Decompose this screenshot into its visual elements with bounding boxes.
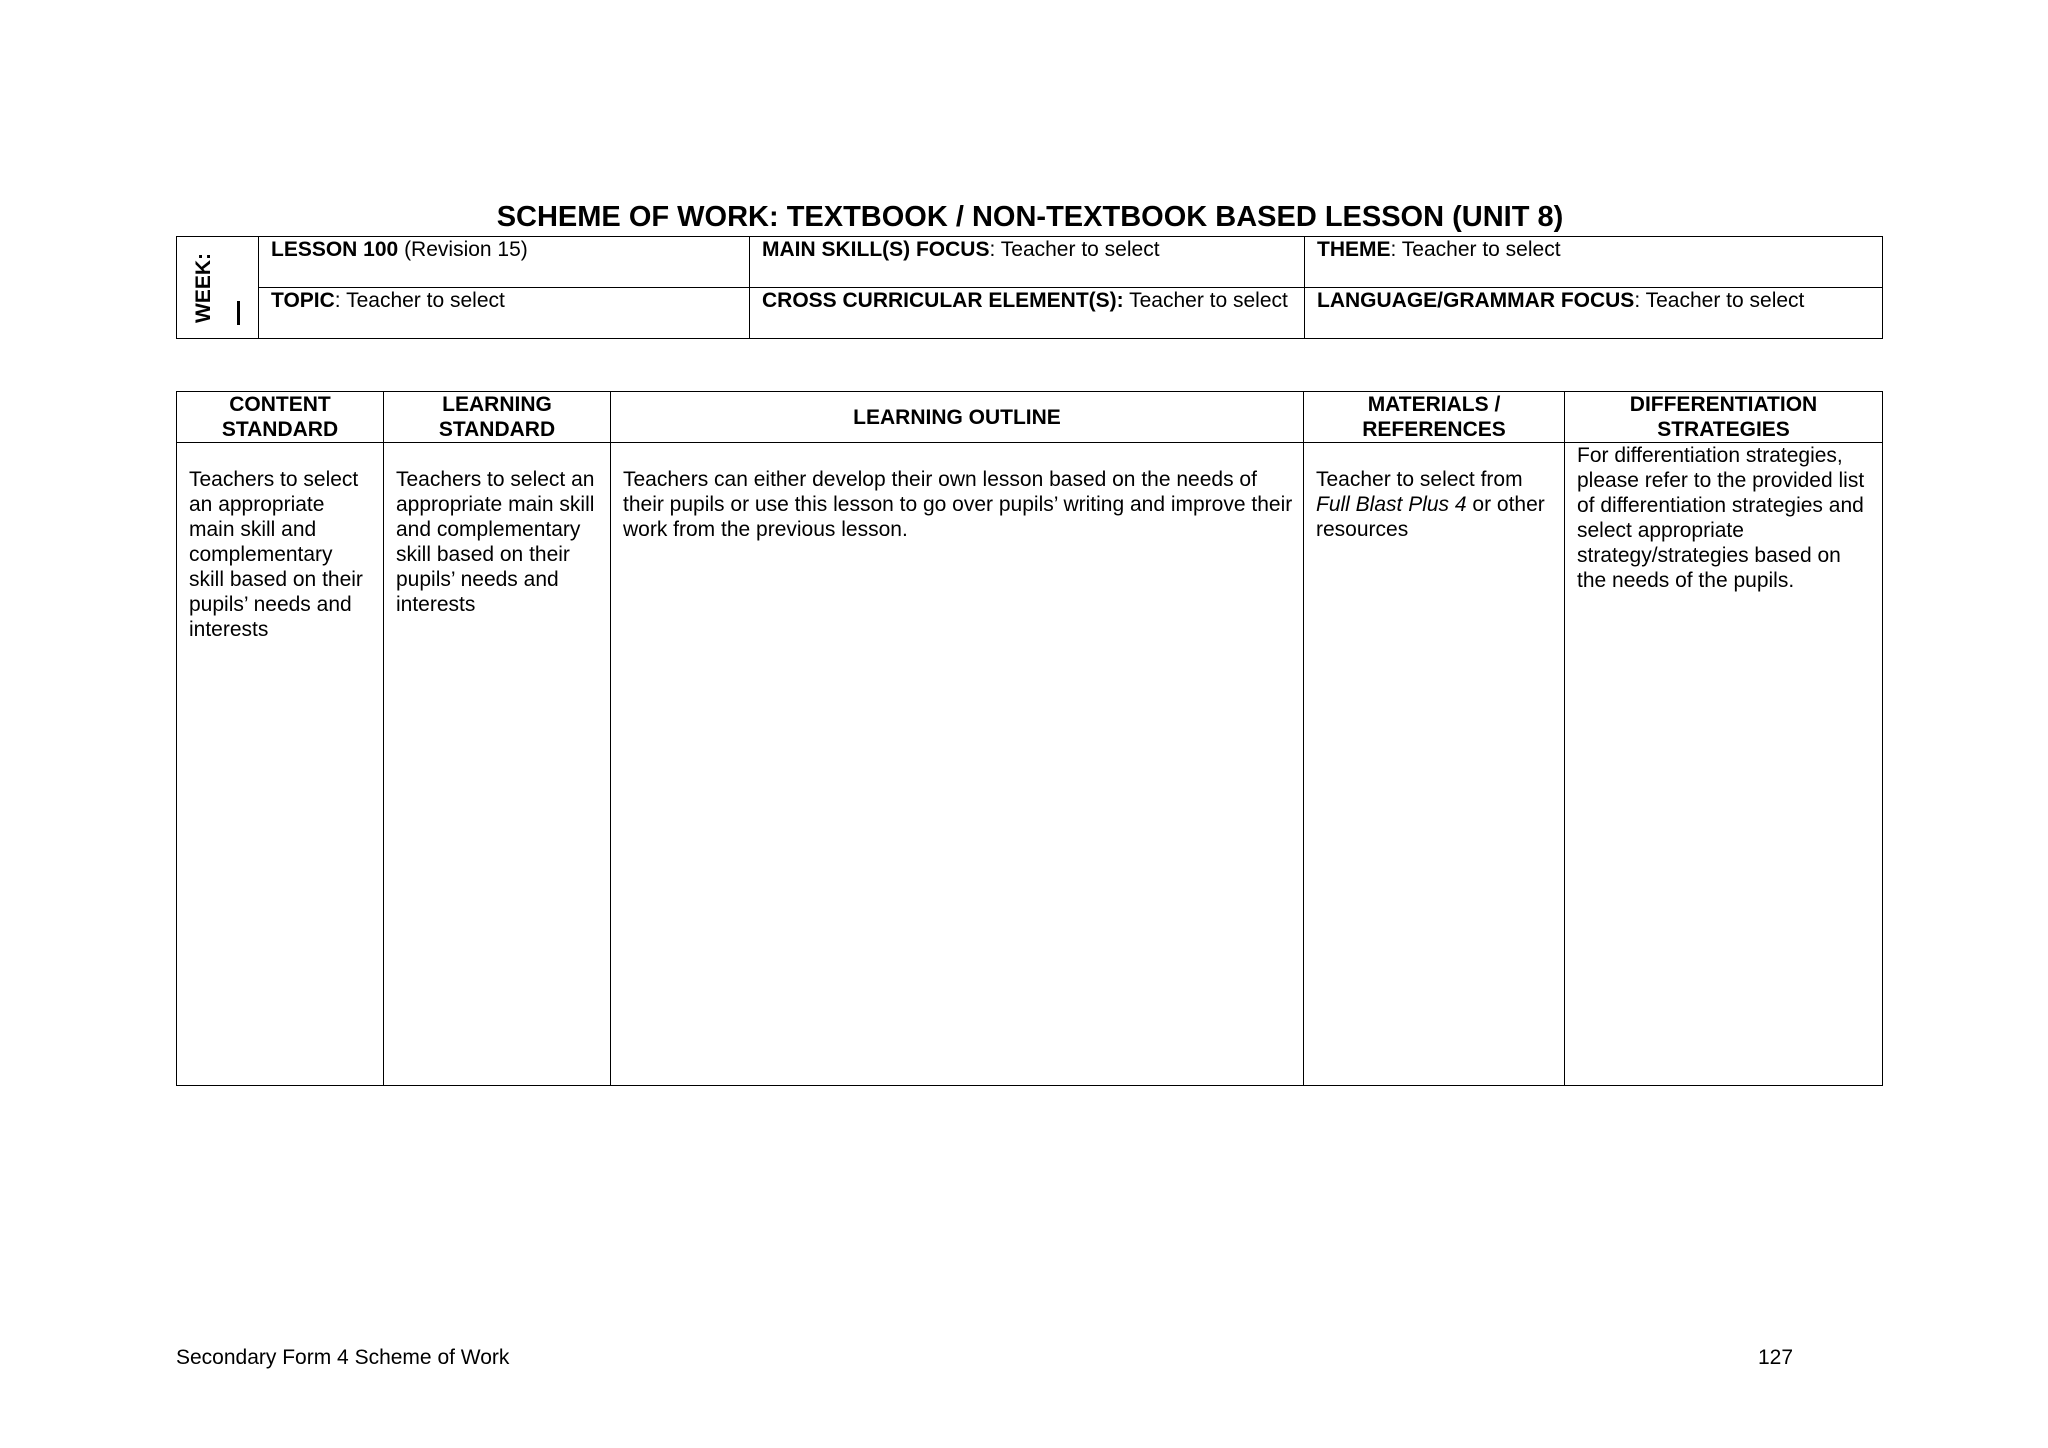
learning-outline-cell: Teachers can either develop their own lesson based on the needs of their pupils or use this lesson to go over pupils’ writing and improve their work from the previous lesson. (611, 443, 1304, 1086)
theme-cell (1305, 237, 1883, 288)
lesson-value: (Revision 15) (398, 238, 528, 261)
materials-book-title: Full Blast Plus 4 (1316, 493, 1467, 516)
lesson-label: LESSON 100 (271, 238, 399, 261)
plan-header-row (177, 392, 1883, 443)
learning-outline-header: LEARNING OUTLINE (611, 392, 1304, 443)
topic-cell (259, 288, 750, 339)
lesson-header-table (176, 236, 1883, 339)
page-number: 127 (1758, 1346, 1794, 1369)
footer-document-title: Secondary Form 4 Scheme of Work (176, 1346, 510, 1369)
lesson-cell (259, 237, 750, 288)
page-title: SCHEME OF WORK: TEXTBOOK / NON-TEXTBOOK BASED LESSON (UNIT 8) (496, 201, 1564, 233)
theme-value: : Teacher to select (1390, 238, 1561, 261)
main-skill-label: MAIN SKILL(S) FOCUS (762, 238, 990, 261)
materials-cell (1304, 443, 1565, 1086)
learning-standard-cell: Teachers to select an appropriate main skill and complementary skill based on their pupils’ needs and interests (384, 443, 611, 1086)
cross-curricular-label: CROSS CURRICULAR ELEMENT(S): (762, 289, 1124, 312)
week-value-marker (237, 301, 240, 325)
theme-label: THEME (1317, 238, 1391, 261)
differentiation-header: DIFFERENTIATION STRATEGIES (1565, 392, 1883, 443)
header-row-1 (177, 237, 1883, 288)
learning-standard-header: LEARNING STANDARD (384, 392, 611, 443)
main-skill-value: : Teacher to select (989, 238, 1160, 261)
topic-label: TOPIC (271, 289, 335, 312)
language-focus-value: : Teacher to select (1634, 289, 1805, 312)
week-cell (177, 237, 259, 339)
cross-curricular-cell (750, 288, 1305, 339)
materials-prefix: Teacher to select from (1316, 468, 1523, 491)
language-focus-label: LANGUAGE/GRAMMAR FOCUS (1317, 289, 1635, 312)
topic-value: : Teacher to select (334, 289, 505, 312)
language-focus-cell (1305, 288, 1883, 339)
lesson-plan-table (176, 391, 1883, 1086)
week-label: WEEK: (192, 253, 215, 323)
plan-body-row (177, 443, 1883, 1086)
differentiation-cell: For differentiation strategies, please refer to the provided list of differentiation strategies and select appropriate strategy/strategies based on the needs of the pupils. (1565, 443, 1883, 1086)
header-row-2 (177, 288, 1883, 339)
main-skill-cell (750, 237, 1305, 288)
materials-suffix: or other resources (1316, 493, 1545, 541)
cross-curricular-value: Teacher to select (1123, 289, 1288, 312)
content-standard-header: CONTENT STANDARD (177, 392, 384, 443)
materials-header: MATERIALS / REFERENCES (1304, 392, 1565, 443)
content-standard-cell: Teachers to select an appropriate main skill and complementary skill based on their pupils’ needs and interests (177, 443, 384, 1086)
